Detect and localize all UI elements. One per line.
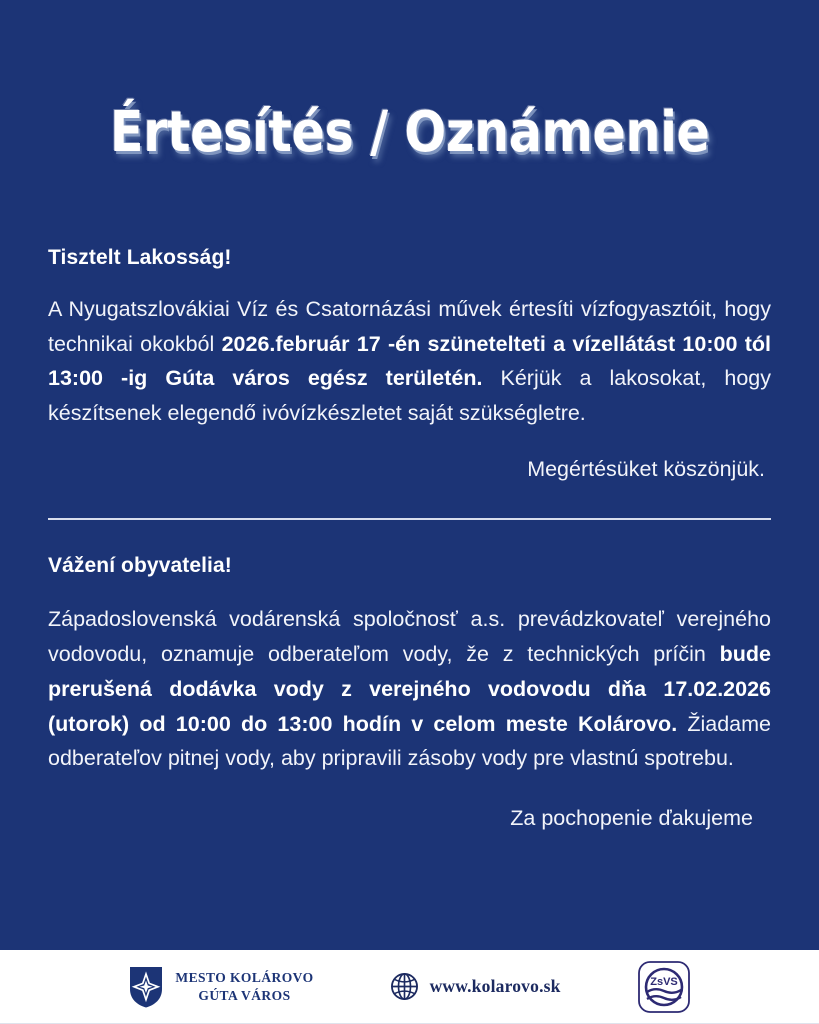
slovak-body-highlight: bude prerušená dodávka vody z verejného vodovodu dňa 17.02.2026 (utorok) od 10:00 do 13:00 hodín v celom meste Kolárovo. (48, 641, 771, 736)
page-title: Értesítés / Oznámenie (109, 99, 710, 165)
notice-content (0, 246, 819, 950)
municipality-name (175, 969, 313, 1004)
website-block[interactable] (390, 972, 561, 1001)
slovak-closing: Za pochopenie ďakujeme (510, 806, 753, 831)
slovak-body (48, 602, 771, 776)
svg-text:ZsVS: ZsVS (649, 975, 678, 988)
hungarian-body (48, 292, 771, 431)
globe-icon (390, 972, 419, 1001)
slovak-body-part2: Žiadame odberateľov pitnej vody, aby pripravili zásoby vody pre vlastnú spotrebu. (48, 711, 771, 771)
slovak-body-part1: Západoslovenská vodárenská spoločnosť a.s. prevádzkovateľ verejného vodovodu, oznamuje odberateľom vody, že z technických príčin (48, 607, 771, 666)
zsvs-logo-icon (637, 960, 691, 1014)
hungarian-body-part2: Kérjük a lakosokat, hogy készítsenek elegendő ivóvízkészletet saját szükségletre. (48, 366, 772, 426)
hungarian-body-highlight: 2026.február 17 -én szünetelteti a vízellátást 10:00 tól 13:00 -ig Gúta város egész területén. (48, 331, 771, 391)
title-container (0, 0, 819, 200)
hungarian-salutation: Tisztelt Lakosság! (48, 245, 232, 269)
municipality-name-hu: GÚTA VÁROS (198, 987, 291, 1003)
footer-bar (0, 950, 819, 1024)
website-url[interactable]: www.kolarovo.sk (429, 976, 561, 996)
hungarian-closing: Megértésüket köszönjük. (527, 457, 765, 482)
hungarian-section (48, 246, 771, 482)
slovak-salutation: Vážení obyvatelia! (48, 554, 232, 578)
kolarovo-coat-of-arms-icon (128, 965, 164, 1009)
section-divider (48, 518, 771, 520)
hungarian-body-part1: A Nyugatszlovákiai Víz és Csatornázási művek értesíti vízfogyasztóit, hogy technikai okokból (48, 296, 771, 356)
slovak-section (48, 554, 771, 831)
municipality-block (128, 965, 313, 1009)
municipality-name-sk: MESTO KOLÁROVO (175, 970, 314, 986)
